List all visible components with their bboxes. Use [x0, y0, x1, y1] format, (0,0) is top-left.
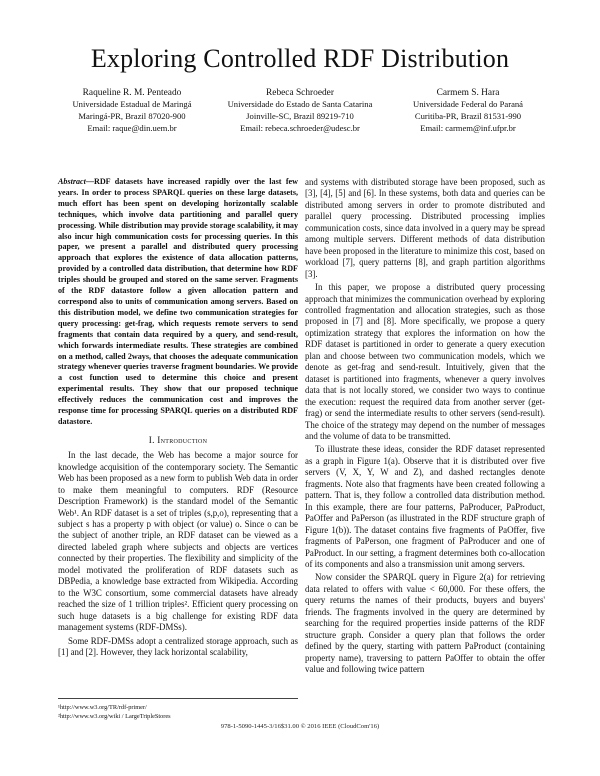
author-affiliation: Universidade Federal do Paraná	[412, 99, 523, 110]
footnotes	[58, 698, 298, 721]
left-column	[58, 177, 298, 658]
author-affiliation: Universidade Estadual de Maringá	[72, 99, 192, 110]
paragraph: and systems with distributed storage have been proposed, such as [3], [4], [5] and [6]. In these systems, both data and queries can be distributed among servers in order to promote distributed and parallel query processing. Distributed processing implies communication costs, since data involved in a query may be spread among multiple servers. Different methods of data distribution have been proposed in the literature to minimize this cost, based on workload [7], query patterns [8], and graph partition algorithms [3].	[305, 177, 545, 279]
paragraph: To illustrate these ideas, consider the RDF dataset represented as a graph in Figure 1(a). Observe that it is distributed over five servers (V, X, Y, W and Z), and dashed rectangles denote fragments. Note also that fragments have been created following a pattern. That is, they follow a controlled data distribution method. In this example, there are four patterns, PaProducer, PaProduct, PaOffer and PaPerson (as illustrated in the RDF structure graph of Figure 1(b)). The dataset contains five fragments of PaOffer, five fragments of PaPerson, one fragment of PaProducer and one of PaProduct. In our setting, a fragment determines both co-allocation of its components and also a transmission unit among servers.	[305, 444, 545, 569]
paper-title: Exploring Controlled RDF Distribution	[90, 44, 510, 73]
footnote: ²http://www.w3.org/wiki / LargeTripleStores	[58, 713, 171, 720]
author-1	[48, 87, 216, 134]
author-email: Email: raque@din.uem.br	[87, 122, 177, 133]
author-name: Carmem S. Hara	[436, 88, 500, 98]
paragraph: Some RDF-DMSs adopt a centralized storage approach, such as [1] and [2]. However, they lack horizontal scalability,	[58, 635, 298, 657]
author-address: Curitiba-PR, Brazil 81531-990	[414, 111, 522, 121]
abstract-text: —RDF datasets have increased rapidly over the last few years. In order to process SPARQL queries on these large datasets, much effort has been spent on developing horizontally scalable techniques, which involve data partitioning and parallel query processing. While distribution may provide storage scalability, it may also incur high communication costs for processing queries. In this paper, we present a parallel and distributed query processing approach that explores the existence of data allocation patterns, provided by a controlled data distribution, that determine how RDF triples should be grouped and stored on the same server. Fragments of the RDF datastore follow a given allocation pattern and correspond also to units of communication among servers. Based on this distribution model, we define two communication strategies for query processing: get-frag, which requests remote servers to send fragments that contain data required by a query, and send-result, which forwards intermediate results. These strategies are combined on a method, called 2ways, that chooses the adequate communication strategy whenever queries traverse fragment boundaries. We provide a cost function used to determine this choice and present experimental results. They show that our proposed technique effectively reduces the communication cost and improves the response time for processing SPARQL queries on a distributed RDF datastore.	[58, 177, 298, 426]
paragraph: In the last decade, the Web has become a major source for knowledge acquisition of the contemporary society. The Semantic Web has been proposed as a new form to publish Web data in order to make them meaningful to computers. RDF (Resource Description Framework) is the standard model of the Semantic Web¹. An RDF dataset is a set of triples (s,p,o), representing that a subject s has a property p with object (or value) o. Since o can be the subject of another triple, an RDF dataset can be viewed as a directed labeled graph where subjects and objects are vertices connected by their properties. The flexibility and simplicity of the model motivated the proliferation of RDF datasets such as DBPedia, a knowledge base extracted from Wikipedia. According to the W3C consortium, some commercial datasets have already reached the size of 1 trillion triples². Efficient query processing on such huge datasets is a big challenge for existing RDF data management systems (RDF-DMSs).	[58, 450, 298, 633]
right-column	[305, 177, 545, 675]
paragraph: Now consider the SPARQL query in Figure 2(a) for retrieving data related to offers with value < 60,000. For these offers, the query returns the names of their products, buyers and buyers' friends. The fragments involved in the query are determined by searching for the required properties inside patterns of the RDF structure graph. Consider a query plan that follows the order defined by the query, starting with pattern PaProduct (containing property name), traversing to pattern PaOffer to obtain the offer value and following twice pattern	[305, 572, 545, 675]
abstract	[58, 177, 298, 428]
author-affiliation: Universidade do Estado de Santa Catarina	[227, 99, 373, 110]
author-2	[216, 87, 384, 134]
author-email: Email: rebeca.schroeder@udesc.br	[240, 122, 360, 133]
paragraph: In this paper, we propose a distributed query processing approach that minimizes the communication overhead by exploring controlled fragmentation and allocation strategies, such as those proposed in [7] and [8]. More specifically, we propose a query optimization strategy that explores the information on how the RDF dataset is partitioned in order to generate a query execution plan and choose between two communication models, which we denote as get-frag and send-result. Intuitively, given that the dataset is partitioned into fragments, whenever a query involves data that is not locally stored, we consider two ways to continue the execution: request the required data from another server (get-frag) or send the intermediate results to other servers (send-result). The choice of the strategy may depend on the number of messages and the volume of data to be transmitted.	[305, 282, 545, 441]
abstract-label: Abstract	[58, 177, 86, 186]
footer-copyright: 978-1-5090-1445-3/16$31.00 © 2016 IEEE (CloudCom'16)	[220, 723, 380, 730]
section-heading: I. Introduction	[148, 434, 208, 445]
author-address: Joinville-SC, Brazil 89219-710	[246, 111, 354, 121]
author-3	[384, 87, 552, 134]
author-name: Raqueline R. M. Penteado	[82, 88, 182, 98]
author-address: Maringá-PR, Brazil 87020-900	[78, 111, 186, 121]
author-block	[48, 87, 552, 134]
footnote: ¹http://www.w3.org/TR/rdf-primer/	[58, 704, 147, 711]
author-name: Rebeca Schroeder	[266, 88, 334, 98]
author-email: Email: carmem@inf.ufpr.br	[420, 122, 516, 133]
